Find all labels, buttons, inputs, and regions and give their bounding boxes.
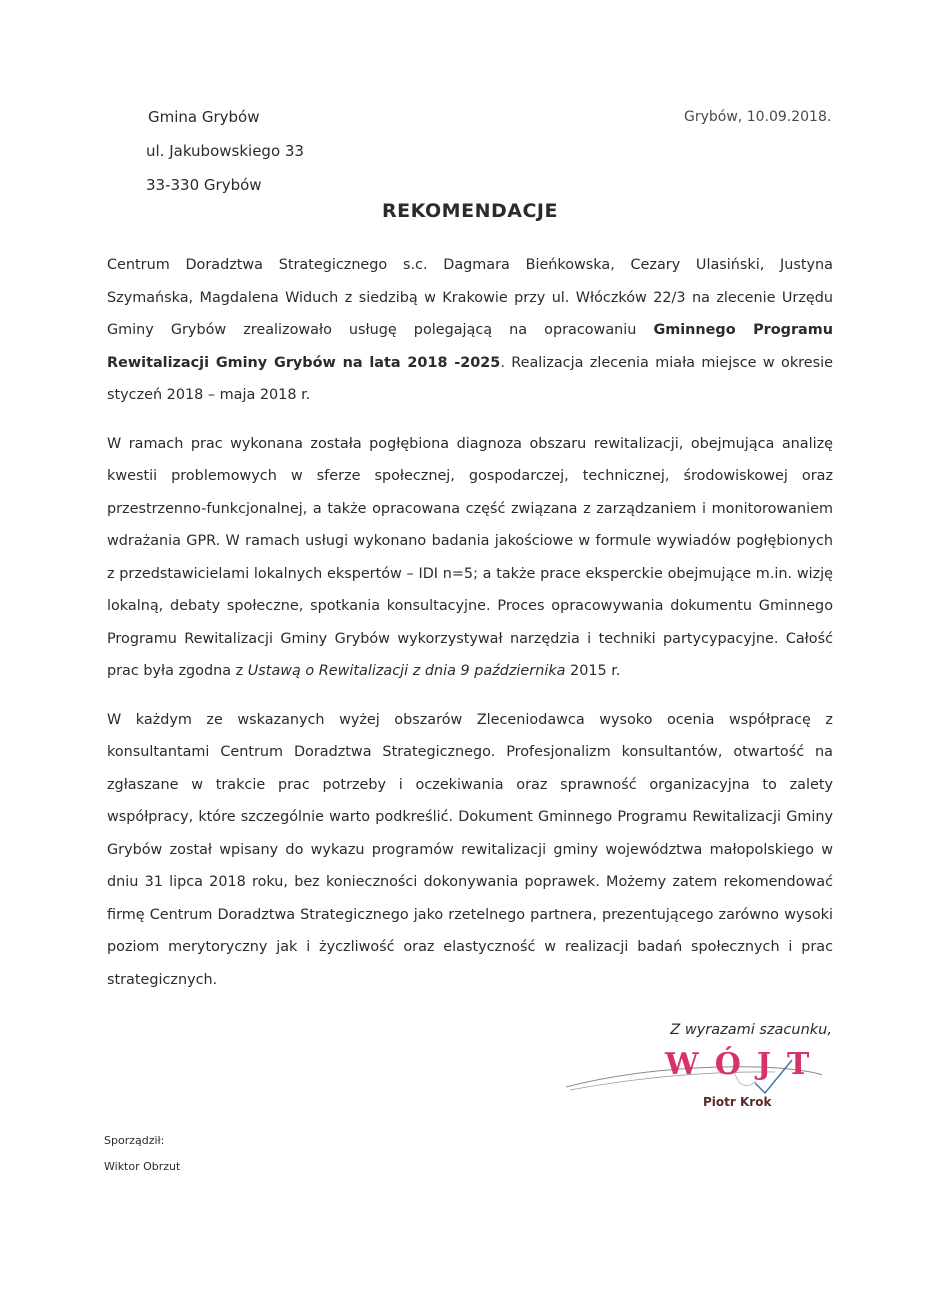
paragraph-2-text-start: W ramach prac wykonana została pogłębiona diagnoza obszaru rewitalizacji, obejmująca analizę kwestii problemowych w sferze społecznej, gospodarczej, technicznej, środowiskowej oraz przestrzenno-funkcjonalnej, a także opracowana część związana z zarządzaniem i monitorowaniem wdrażania GPR. W ramach usługi wykonano badania jakościowe w formule wywiadów pogłębionych z przedstawicielami lokalnych ekspertów – IDI n=5; a także prace eksperckie obejmujące m.in. wizję lokalną, debaty społeczne, spotkania konsultacyjne. Proces opracowywania dokumentu Gminnego Programu Rewitalizacji Gminy Grybów wykorzystywał narzędzia i techniki partycypacyjne. Całość prac była zgodna z: [107, 435, 833, 679]
prepared-by: [104, 1128, 180, 1180]
letter-date: Grybów, 10.09.2018.: [684, 109, 832, 125]
prepared-by-label: Sporządził:: [104, 1134, 165, 1147]
stamp-name: Piotr Krok: [703, 1095, 772, 1109]
act-reference: Ustawą o Rewitalizacji z dnia 9 października: [247, 663, 566, 679]
paragraph-2-text-end: 2015 r.: [565, 663, 621, 679]
signature-stamp: [560, 1045, 850, 1120]
sender-street: ul. Jakubowskiego 33: [146, 142, 304, 160]
paragraph-1-text-end: . Realizacja zlecenia miała miejsce w okresie styczeń 2018 – maja 2018 r.: [107, 354, 833, 403]
paragraph-1-text-start: Centrum Doradztwa Strategicznego s.c. Dagmara Bieńkowska, Cezary Ulasiński, Justyna Szymańska, Magdalena Widuch z siedzibą w Krakowie przy ul. Włóczków 22/3 na zlecenie Urzędu Gminy Grybów zrealizowało usługę polegającą na opracowaniu: [107, 257, 833, 338]
sender-name: Gmina Grybów: [148, 108, 260, 126]
program-name: Gminnego Programu Rewitalizacji Gminy Grybów na lata 2018 -2025: [107, 322, 833, 371]
paragraph-3: W każdym ze wskazanych wyżej obszarów Zleceniodawca wysoko ocenia współpracę z konsultantami Centrum Doradztwa Strategicznego. Profesjonalizm konsultantów, otwartość na zgłaszane w trakcie prac potrzeby i oczekiwania oraz sprawność organizacyjna to zalety współpracy, które szczególnie warto podkreślić. Dokument Gminnego Programu Rewitalizacji Gminy Grybów został wpisany do wykazu programów rewitalizacji gminy województwa małopolskiego w dniu 31 lipca 2018 roku, bez konieczności dokonywania poprawek. Możemy zatem rekomendować firmę Centrum Doradztwa Strategicznego jako rzetelnego partnera, prezentującego zarówno wysoki poziom merytoryczny jak i życzliwość oraz elastyczność w realizacji badań społecznych i prac strategicznych.: [107, 711, 833, 988]
stamp-title: WÓJT: [665, 1047, 826, 1082]
closing-phrase: Z wyrazami szacunku,: [670, 1022, 832, 1038]
sender-city: 33-330 Grybów: [146, 176, 262, 194]
letter-title: REKOMENDACJE: [382, 200, 558, 222]
paragraph-2: [107, 428, 833, 688]
paragraph-1: [107, 249, 833, 412]
prepared-by-name: Wiktor Obrzut: [104, 1160, 181, 1173]
letter-body: [107, 249, 833, 1012]
sender-address: [146, 100, 304, 202]
